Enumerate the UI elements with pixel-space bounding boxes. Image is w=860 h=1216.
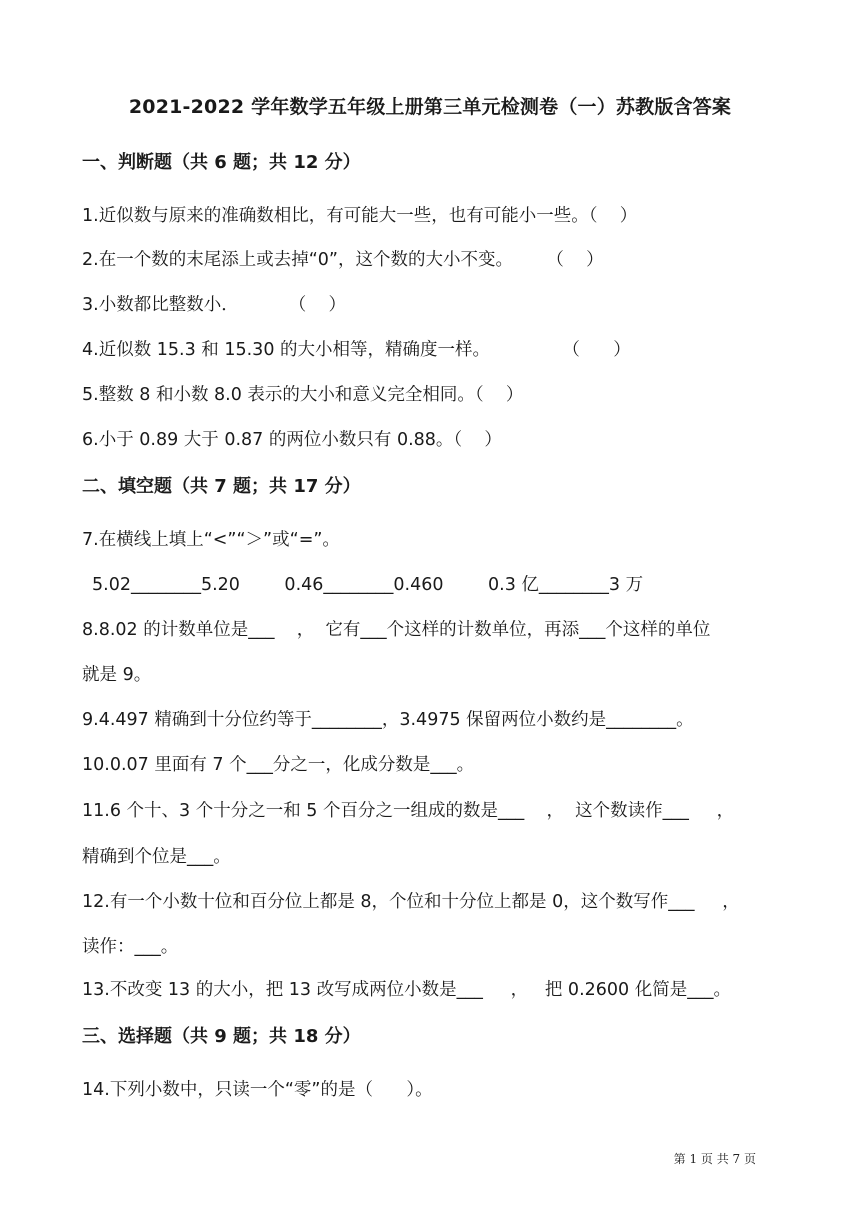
- section-heading-judgement: 一、判断题（共 6 题；共 12 分）: [82, 152, 361, 173]
- question-5: 5.整数 8 和小数 8.0 表示的大小和意义完全相同。（ ）: [82, 385, 524, 405]
- question-10: 10.0.07 里面有 7 个___分之一，化成分数是___。: [82, 755, 475, 775]
- question-3: 3.小数都比整数小． （ ）: [82, 295, 347, 315]
- section-heading-fill-in: 二、填空题（共 7 题；共 17 分）: [82, 476, 361, 497]
- question-12-continued: 读作：___。: [82, 937, 179, 957]
- question-1: 1.近似数与原来的准确数相比，有可能大一些，也有可能小一些。（ ）: [82, 206, 638, 226]
- question-4: 4.近似数 15.3 和 15.30 的大小相等，精确度一样。 （ ）: [82, 340, 631, 360]
- question-8-continued: 就是 9。: [82, 665, 152, 685]
- question-11-continued: 精确到个位是___。: [82, 847, 231, 867]
- question-14: 14.下列小数中，只读一个“零”的是（ ）。: [82, 1080, 433, 1100]
- question-7-blanks: 5.02________5.20 0.46________0.460 0.3 亿________3 万: [92, 575, 644, 595]
- question-2: 2.在一个数的末尾添上或去掉“0”，这个数的大小不变。 （ ）: [82, 250, 604, 270]
- question-12: 12.有一个小数十位和百分位上都是 8，个位和十分位上都是 0，这个数写作___ ，: [82, 892, 740, 912]
- question-8: 8.8.02 的计数单位是___ ， 它有___个这样的计数单位，再添___个这样的单位: [82, 620, 711, 640]
- question-6: 6.小于 0.89 大于 0.87 的两位小数只有 0.88。（ ）: [82, 430, 502, 450]
- page-footer: 第 1 页 共 7 页: [673, 1152, 756, 1166]
- question-7: 7.在横线上填上“<”“＞”或“=”。: [82, 530, 340, 550]
- question-9: 9.4.497 精确到十分位约等于________，3.4975 保留两位小数约是________。: [82, 710, 694, 730]
- question-13: 13.不改变 13 的大小，把 13 改写成两位小数是___ ， 把 0.2600 化简是___。: [82, 980, 731, 1000]
- section-heading-choice: 三、选择题（共 9 题；共 18 分）: [82, 1026, 361, 1047]
- document-title: 2021-2022 学年数学五年级上册第三单元检测卷（一）苏教版含答案: [128, 96, 732, 118]
- question-11: 11.6 个十、3 个十分之一和 5 个百分之一组成的数是___ ， 这个数读作___ ，: [82, 801, 735, 821]
